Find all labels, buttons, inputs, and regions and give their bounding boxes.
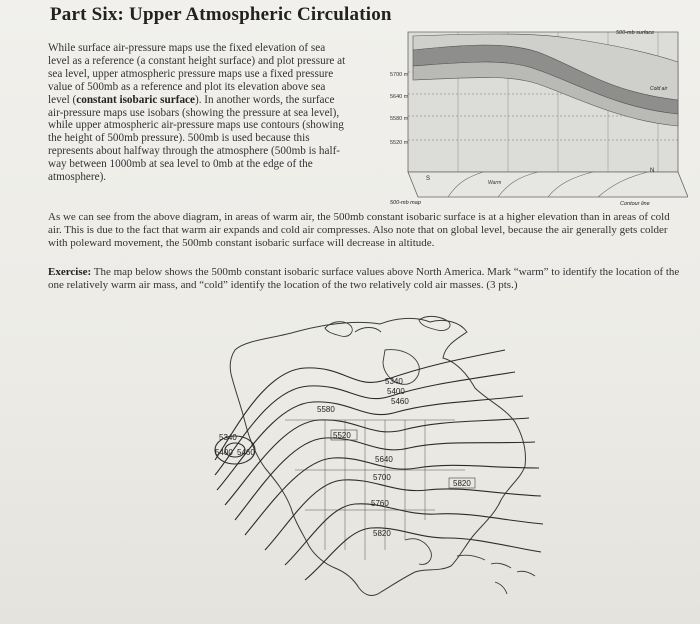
map-label: 500-mb map [390, 200, 421, 206]
exercise-label: Exercise: [48, 266, 92, 278]
contour-label-5520: 5520 [333, 431, 351, 440]
warm-label: Warm [488, 180, 502, 186]
intro-bold-term: constant isobaric surface [76, 93, 195, 106]
contour-label-5760: 5760 [371, 499, 389, 508]
height-label-5700: 5700 m [390, 72, 409, 78]
intro-text-a: While surface air-pressure maps use the fixed elevation of sea level as a reference (a constant height surface) and plot pressure at sea level, upper atmospheric pressure maps use a fixed pressure value of 500mb as a reference and plot its elevation above sea level ( [48, 42, 346, 106]
contour-label-5580: 5580 [317, 405, 335, 414]
contour-label-5820-east: 5820 [453, 479, 471, 488]
height-label-5520: 5520 m [390, 140, 409, 146]
north-america-500mb-map [205, 310, 575, 610]
height-label-5640: 5640 m [390, 94, 409, 100]
surface-label: 500-mb surface [616, 30, 655, 36]
intro-paragraph [48, 42, 348, 184]
contour-label-5460-east: 5460 [391, 397, 409, 406]
contour-label-5700: 5700 [373, 473, 391, 482]
exercise-instructions [48, 266, 688, 292]
isobaric-surface-diagram [388, 22, 688, 212]
contour-label-5340-west: 5340 [219, 433, 237, 442]
exercise-text: The map below shows the 500mb constant isobaric surface values above North America. Mark “warm” to identify the location of the one relatively warm air mass, and “cold” identify the location of the two relatively cold air masses. (3 pts.) [48, 266, 680, 291]
contour-label-5640: 5640 [375, 455, 393, 464]
contour-label-5340-east: 5340 [385, 377, 403, 386]
contour-label-5400-west: 5400 [215, 448, 233, 457]
north-label: N [650, 168, 655, 174]
contour-label-5460-west: 5460 [237, 448, 255, 457]
height-label-5580: 5580 m [390, 116, 409, 122]
page-title: Part Six: Upper Atmospheric Circulation [50, 4, 392, 25]
intro-text-b: ). In another words, the surface air-pressure maps use isobars (showing the pressure at sea level), while upper atmospheric air-pressure maps use contours (showing the height of 500mb pressure). 500mb is used because this represents about halfway through the atmosphere (500mb is half-way between 1000mb at sea level to 0mb at the edge of the atmosphere). [48, 93, 344, 184]
contour-label-5400-east: 5400 [387, 387, 405, 396]
contour-line-label: Contour line [620, 201, 650, 207]
contour-label-5820: 5820 [373, 529, 391, 538]
explanation-paragraph: As we can see from the above diagram, in areas of warm air, the 500mb constant isobaric surface is at a higher elevation than in areas of cold air. This is due to the fact that warm air expands and cold air compresses. Also note that on global level, because the air generally gets colder with poleward movement, the 500mb constant isobaric surface will decrease in altitude. [48, 211, 670, 249]
south-label: S [426, 176, 431, 182]
cold-air-label: Cold air [650, 86, 668, 92]
